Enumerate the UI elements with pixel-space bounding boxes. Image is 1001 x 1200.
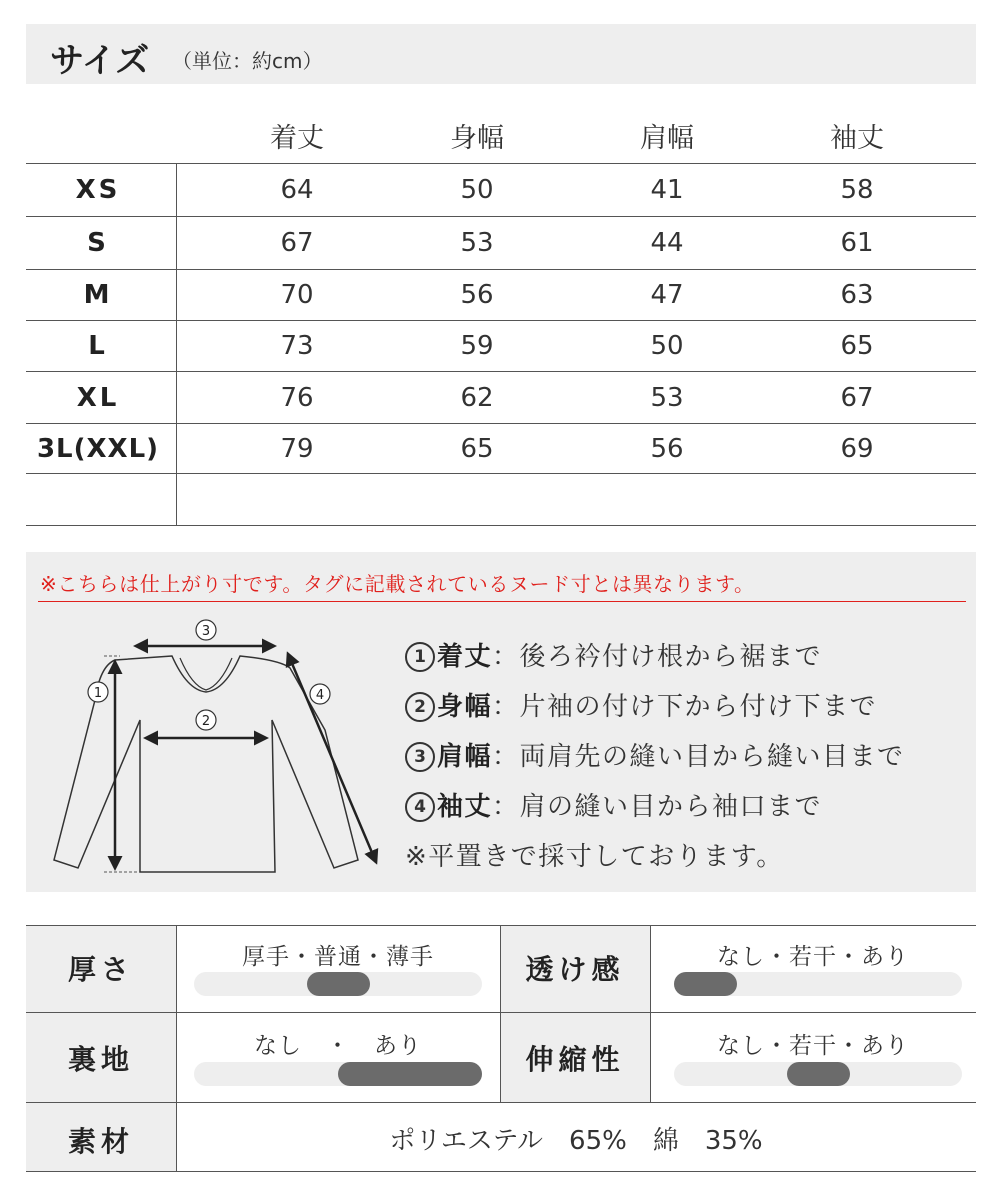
table-divider xyxy=(176,163,177,525)
lining-indicator xyxy=(338,1062,482,1086)
table-cell: 65 xyxy=(460,434,494,464)
legend-desc: ：肩の縫い目から袖口まで xyxy=(492,792,823,822)
material-value: ポリエステル 65% 綿 35% xyxy=(389,1126,763,1156)
legend-number-4: 4 xyxy=(405,792,435,822)
size-label: L xyxy=(88,331,108,361)
size-label: 3L(XXL) xyxy=(36,434,160,464)
table-cell: 76 xyxy=(280,383,314,413)
table-rule xyxy=(26,216,976,217)
marker-length xyxy=(88,682,108,702)
table-cell: 67 xyxy=(280,228,314,258)
marker-sleeve-length-label: 4 xyxy=(315,688,325,703)
table-cell: 62 xyxy=(460,383,494,413)
warning-text: ※こちらは仕上がり寸です。タグに記載されているヌード寸とは異なります。 xyxy=(40,572,755,596)
table-cell: 69 xyxy=(840,434,874,464)
lining-scale xyxy=(194,1062,482,1086)
table-rule xyxy=(26,320,976,321)
column-header-length: 着丈 xyxy=(270,123,324,154)
lining-options: なし ・ あり xyxy=(254,1033,422,1059)
table-cell: 50 xyxy=(650,331,684,361)
legend-term: 着丈 xyxy=(437,642,493,672)
legend-number-2: 2 xyxy=(405,692,435,722)
legend-desc: ：両肩先の縫い目から縫い目まで xyxy=(492,742,905,772)
legend-desc: ：後ろ衿付け根から裾まで xyxy=(492,642,823,672)
table-cell: 47 xyxy=(650,280,684,310)
table-rule xyxy=(26,163,976,164)
legend-item-length xyxy=(405,636,822,673)
table-rule xyxy=(26,1102,976,1103)
material-label: 素材 xyxy=(67,1125,134,1158)
marker-body-width xyxy=(196,710,216,730)
sheerness-scale xyxy=(674,972,962,996)
legend-term: 袖丈 xyxy=(437,792,493,822)
legend-term: 肩幅 xyxy=(437,742,493,772)
legend-term: 身幅 xyxy=(437,692,493,722)
table-rule xyxy=(26,925,976,926)
stretch-options: なし・若干・あり xyxy=(717,1033,909,1059)
warning-underline xyxy=(38,601,966,602)
footnote: ※平置きで採寸しております。 xyxy=(405,842,784,872)
table-cell: 67 xyxy=(840,383,874,413)
legend-item-shoulder-width xyxy=(405,736,905,773)
stretch-label: 伸縮性 xyxy=(525,1043,625,1076)
table-cell: 53 xyxy=(460,228,494,258)
thickness-options: 厚手・普通・薄手 xyxy=(242,944,434,970)
size-label: S xyxy=(87,228,109,258)
table-cell: 79 xyxy=(280,434,314,464)
size-label: XS xyxy=(75,175,121,205)
unit-label: （単位：約cm） xyxy=(172,49,323,73)
table-rule xyxy=(26,371,976,372)
size-label: XL xyxy=(76,383,120,413)
marker-shoulder-width xyxy=(196,620,216,640)
table-rule xyxy=(26,525,976,526)
size-label: M xyxy=(83,280,113,310)
table-rule xyxy=(26,1171,976,1172)
table-cell: 56 xyxy=(650,434,684,464)
legend-desc: ：片袖の付け下から付け下まで xyxy=(492,692,878,722)
shirt-diagram xyxy=(40,610,400,880)
table-cell: 73 xyxy=(280,331,314,361)
table-cell: 61 xyxy=(840,228,874,258)
legend-number-3: 3 xyxy=(405,742,435,772)
legend-item-sleeve-length xyxy=(405,786,822,823)
thickness-scale xyxy=(194,972,482,996)
page-title: サイズ xyxy=(50,41,150,81)
table-cell: 65 xyxy=(840,331,874,361)
marker-shoulder-width-label: 3 xyxy=(201,624,211,639)
stretch-indicator xyxy=(787,1062,850,1086)
table-cell: 41 xyxy=(650,175,684,205)
column-header-body-width: 身幅 xyxy=(450,123,504,154)
legend-item-body-width xyxy=(405,686,877,723)
marker-sleeve-length xyxy=(310,684,330,704)
table-cell: 58 xyxy=(840,175,874,205)
table-cell: 64 xyxy=(280,175,314,205)
thickness-label: 厚さ xyxy=(67,953,134,986)
table-cell: 53 xyxy=(650,383,684,413)
table-cell: 44 xyxy=(650,228,684,258)
table-cell: 59 xyxy=(460,331,494,361)
stretch-scale xyxy=(674,1062,962,1086)
table-cell: 56 xyxy=(460,280,494,310)
thickness-indicator xyxy=(307,972,370,996)
table-cell: 63 xyxy=(840,280,874,310)
header-bar xyxy=(26,24,976,84)
column-header-shoulder-width: 肩幅 xyxy=(640,123,694,154)
table-rule xyxy=(26,473,976,474)
table-rule xyxy=(26,423,976,424)
table-cell: 70 xyxy=(280,280,314,310)
legend-number-1: 1 xyxy=(405,642,435,672)
marker-length-label: 1 xyxy=(93,686,103,701)
marker-body-width-label: 2 xyxy=(201,714,211,729)
table-cell: 50 xyxy=(460,175,494,205)
lining-label: 裏地 xyxy=(67,1043,134,1076)
table-rule xyxy=(26,269,976,270)
column-header-sleeve-length: 袖丈 xyxy=(830,123,884,154)
sheerness-label: 透け感 xyxy=(525,953,625,986)
sheerness-indicator xyxy=(674,972,737,996)
table-rule xyxy=(26,1012,976,1013)
sheerness-options: なし・若干・あり xyxy=(717,944,909,970)
